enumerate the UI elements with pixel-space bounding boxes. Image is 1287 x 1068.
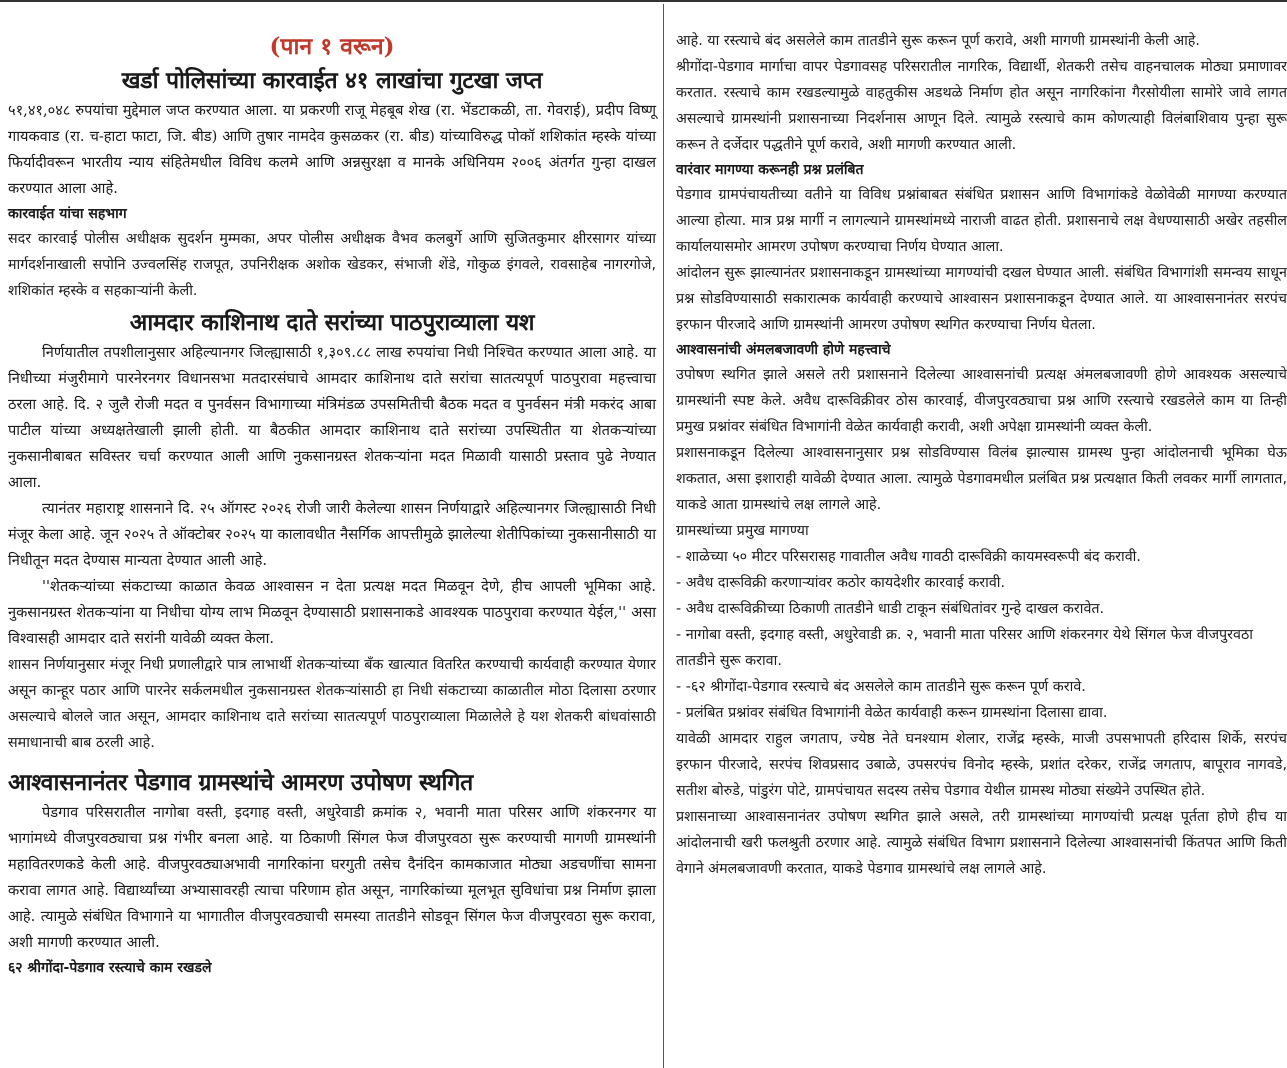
article-1-paragraph: ५१,४१,०४८ रुपयांचा मुद्देमाल जप्त करण्यात आला. या प्रकरणी राजू मेहबूब शेख (रा. भेंडटाकळी, ता. गेवराई), प्रदीप विष्णू गायकवाड (रा. च-हाटा फाटा, जि. बीड) आणि तुषार नामदेव कुसळकर (रा. बीड) यांच्याविरुद्ध पोकॉ शशिकांत म्हस्के यांच्या फिर्यादीवरून भारतीय न्याय संहितेमधील विविध कलमे आणि अन्नसुरक्षा व मानके अधिनियम २००६ अंतर्गत गुन्हा दाखल करण्यात आला आहे. [8,102,656,197]
article-paragraph: श्रीगोंदा-पेडगाव मार्गाचा वापर पेडगावसह परिसरातील नागरिक, विद्यार्थी, शेतकरी तसेच वाहनचालक मोठ्या प्रमाणावर करतात. रस्त्याचे काम रखडल्यामुळे वाहतुकीस अडथळे निर्माण होत असून नागरिकांना गैरसोयीला सामोरे जावे लागत असल्याचे ग्रामस्थांनी प्रशासनाच्या निदर्शनास आणून दिले. त्यामुळे रस्त्याचे काम कोणत्याही विलंबाशिवाय पुन्हा सुरू करून ते दर्जेदार पद्धतीने पूर्ण करावे, अशी मागणी करण्यात आली. [676,59,1287,153]
article-1-headline: खर्डा पोलिसांच्या कारवाईत ४१ लाखांचा गुटखा जप्त [121,68,543,94]
list-item: - अवैध दारूविक्री करणाऱ्यांवर कठोर कायदेशीर कारवाई करावी. [676,575,1006,591]
list-item: - प्रलंबित प्रश्नांवर संबंधित विभागांनी वेळेत कार्यवाही करून ग्रामस्थांना दिलासा द्यावा. [676,705,1108,721]
left-column [8,30,656,980]
continued-marker: (पान १ वरून) [269,33,395,60]
article-paragraph: आंदोलन सुरू झाल्यानंतर प्रशासनाकडून ग्रामस्थांच्या मागण्यांची दखल घेण्यात आली. संबंधित विभागांशी समन्वय साधून प्रश्न सोडविण्यासाठी सकारात्मक कार्यवाही करण्याचे आश्वासन प्रशासनाकडून देण्यात आले. या आश्वासनानंतर सरपंच इरफान पीरजादे आणि ग्रामस्थांनी आमरण उपोषण स्थगित करण्याचा निर्णय घेतला. [676,265,1287,333]
article-1-subheading: कारवाईत यांचा सहभाग [8,206,127,222]
list-item: - -६२ श्रीगोंदा-पेडगाव रस्त्याचे बंद असलेले काम तातडीने सुरू करून पूर्ण करावे. [676,679,1086,695]
article-3-paragraph: पेडगाव परिसरातील नागोबा वस्ती, इदगाह वस्ती, अधुरेवाडी क्रमांक २, भवानी माता परिसर आणि शंकरनगर या भागांमध्ये वीजपुरवठ्याचा प्रश्न गंभीर बनला आहे. या ठिकाणी सिंगल फेज वीजपुरवठा सुरू करण्याची मागणी ग्रामस्थांनी महावितरणकडे केली आहे. वीजपुरवठ्याअभावी नागरिकांना घरगुती तसेच दैनंदिन कामकाजात मोठ्या अडचणींचा सामना करावा लागत आहे. विद्यार्थ्यांच्या अभ्यासावरही त्याचा परिणाम होत असून, नागरिकांच्या मूलभूत सुविधांचा प्रश्न निर्माण झाला आहे. त्यामुळे संबंधित विभागाने या भागातील वीजपुरवठ्याची समस्या तातडीने सोडवून सिंगल फेज वीजपुरवठा सुरू करावा, अशी मागणी करण्यात आली. [8,804,656,951]
list-item: - नागोबा वस्ती, इदगाह वस्ती, अधुरेवाडी क्र. २, भवानी माता परिसर आणि शंकरनगर येथे सिंगल फेज वीजपुरवठा तातडीने सुरू करावा. [676,627,1253,669]
article-3-headline: आश्वासनानंतर पेडगाव ग्रामस्थांचे आमरण उपोषण स्थगित [8,770,473,796]
list-item: - अवैध दारूविक्रीच्या ठिकाणी तातडीने धाडी टाकून संबंधितांवर गुन्हे दाखल करावेत. [676,601,1105,617]
article-1-paragraph: सदर कारवाई पोलीस अधीक्षक सुदर्शन मुम्मका, अपर पोलीस अधीक्षक वैभव कलबुर्गे आणि सुजितकुमार क्षीरसागर यांच्या मार्गदर्शनाखाली सपोनि उज्वलसिंह राजपूत, उपनिरीक्षक अशोक खेडकर, संभाजी शेंडे, गोकुळ इंगवले, रावसाहेब नागरगोजे, शशिकांत म्हस्के व सहकाऱ्यांनी केली. [8,231,656,299]
subheading-implementation: आश्वासनांची अंमलबजावणी होणे महत्त्वाचे [676,342,891,358]
article-2-headline: आमदार काशिनाथ दाते सरांच्या पाठपुराव्याला यश [129,310,535,336]
demands-heading: ग्रामस्थांच्या प्रमुख मागण्या [676,523,809,539]
article-paragraph: पेडगाव ग्रामपंचायतीच्या वतीने या विविध प्रश्नांबाबत संबंधित प्रशासन आणि विभागांकडे वेळोवेळी मागण्या करण्यात आल्या होत्या. मात्र प्रश्न मार्गी न लागल्याने ग्रामस्थांमध्ये नाराजी वाढत होती. प्रशासनाचे लक्ष वेधण्यासाठी अखेर तहसील कार्यालयासमोर आमरण उपोषण करण्याचा निर्णय घेण्यात आला. [676,187,1287,255]
column-divider [663,4,664,1068]
article-2-paragraph: शासन निर्णयानुसार मंजूर निधी प्रणालीद्वारे पात्र लाभार्थी शेतकऱ्यांच्या बँक खात्यात वितरित करण्याची कार्यवाही करण्यात येणार असून कान्हूर पठार आणि पारनेर सर्कलमधील नुकसानग्रस्त शेतकऱ्यांसाठी हा निधी संकटाच्या काळातील मोठा दिलासा ठरणार असल्याचे बोलले जात असून, आमदार काशिनाथ दाते सरांच्या सातत्यपूर्ण पाठपुराव्याला मिळालेले हे यश शेतकरी बांधवांसाठी समाधानाची बाब ठरली आहे. [8,657,656,751]
article-2-paragraph: निर्णयातील तपशीलानुसार अहिल्यानगर जिल्ह्यासाठी १,३०९.८८ लाख रुपयांचा निधी निश्चित करण्यात आला आहे. या निधीच्या मंजुरीमागे पारनेरनगर विधानसभा मतदारसंघाचे आमदार काशिनाथ दाते सरांचा सातत्यपूर्ण पाठपुरावा महत्त्वाचा ठरला आहे. दि. २ जुलै रोजी मदत व पुनर्वसन विभागाच्या मंत्रिमंडळ उपसमितीची बैठक मदत व पुनर्वसन मंत्री मकरंद आबा पाटील यांच्या अध्यक्षतेखाली झाली होती. या बैठकीत आमदार काशिनाथ दाते सरांच्या उपस्थितीत या शेतकऱ्यांच्या नुकसानीबाबत सविस्तर चर्चा करण्यात आली आणि नुकसानग्रस्त शेतकऱ्यांना मदत मिळावी यासाठी प्रस्ताव पुढे नेण्यात आला. [8,344,656,491]
subheading-pending-issues: वारंवार मागण्या करूनही प्रश्न प्रलंबित [676,162,864,178]
article-2-paragraph: त्यानंतर महाराष्ट्र शासनाने दि. २५ ऑगस्ट २०२६ रोजी जारी केलेल्या शासन निर्णयाद्वारे अहिल्यानगर जिल्ह्यासाठी निधी मंजूर केला आहे. जून २०२५ ते ऑक्टोबर २०२५ या कालावधीत नैसर्गिक आपत्तीमुळे झालेल्या शेतीपिकांच्या नुकसानीसाठी या निधीतून मदत देण्यास मान्यता देण्यात आली आहे. [8,500,656,569]
list-item: - शाळेच्या ५० मीटर परिसरासह गावातील अवैध गावठी दारूविक्री कायमस्वरूपी बंद करावी. [676,549,1141,565]
article-3-subheading: ६२ श्रीगोंदा-पेडगाव रस्त्याचे काम रखडले [8,960,212,976]
article-paragraph: यावेळी आमदार राहुल जगताप, ज्येष्ठ नेते घनश्याम शेलार, राजेंद्र म्हस्के, माजी उपसभापती हरिदास शिर्के, सरपंच इरफान पीरजादे, सरपंच शिवप्रसाद उबाळे, उपसरपंच विनोद म्हस्के, प्रशांत दरेकर, राजेंद्र जगताप, बापूराव नागवडे, सतीश बोरुडे, पांडुरंग पोटे, ग्रामपंचायत सदस्य तसेच पेडगाव येथील ग्रामस्थ मोठ्या संख्येने उपस्थित होते. [676,731,1287,799]
continued-paragraph: आहे. या रस्त्याचे बंद असलेले काम तातडीने सुरू करून पूर्ण करावे, अशी मागणी ग्रामस्थांनी केली आहे. [676,33,1200,49]
article-paragraph: उपोषण स्थगित झाले असले तरी प्रशासनाने दिलेल्या आश्वासनांची प्रत्यक्ष अंमलबजावणी होणे आवश्यक असल्याचे ग्रामस्थांनी स्पष्ट केले. अवैध दारूविक्रीवर ठोस कारवाई, वीजपुरवठ्याचा प्रश्न आणि रस्त्याचे रखडलेले काम या तिन्ही प्रमुख प्रश्नांवर संबंधित विभागांनी वेळेत कार्यवाही करावी, अशी अपेक्षा ग्रामस्थांनी व्यक्त केली. [676,367,1287,435]
demands-list [676,544,1287,726]
top-rule [0,0,1287,2]
article-paragraph: प्रशासनाच्या आश्वासनानंतर उपोषण स्थगित झाले असले, तरी ग्रामस्थांच्या मागण्यांची प्रत्यक्ष पूर्तता होणे हीच या आंदोलनाची खरी फलश्रुती ठरणार आहे. त्यामुळे संबंधित विभाग प्रशासनाने दिलेल्या आश्वासनांची किंतपत आणि किती वेगाने अंमलबजावणी करतात, याकडे पेडगाव ग्रामस्थांचे लक्ष लागले आहे. [676,809,1287,877]
article-2-quote: ''शेतकऱ्यांच्या संकटाच्या काळात केवळ आश्वासन न देता प्रत्यक्ष मदत मिळवून देणे, हीच आपली भूमिका आहे. नुकसानग्रस्त शेतकऱ्यांना या निधीचा योग्य लाभ मिळवून देण्यासाठी प्रशासनाकडे आवश्यक पाठपुरावा करण्यात येईल,'' असा विश्वासही आमदार दाते सरांनी यावेळी व्यक्त केला. [8,578,656,647]
article-paragraph: प्रशासनाकडून दिलेल्या आश्वासनानुसार प्रश्न सोडविण्यास विलंब झाल्यास ग्रामस्थ पुन्हा आंदोलनाची भूमिका घेऊ शकतात, असा इशाराही यावेळी देण्यात आला. त्यामुळे पेडगावमधील प्रलंबित प्रश्न प्रत्यक्षात किती लवकर मार्गी लागतात, याकडे आता ग्रामस्थांचे लक्ष लागले आहे. [676,445,1287,513]
right-column [676,28,1287,882]
